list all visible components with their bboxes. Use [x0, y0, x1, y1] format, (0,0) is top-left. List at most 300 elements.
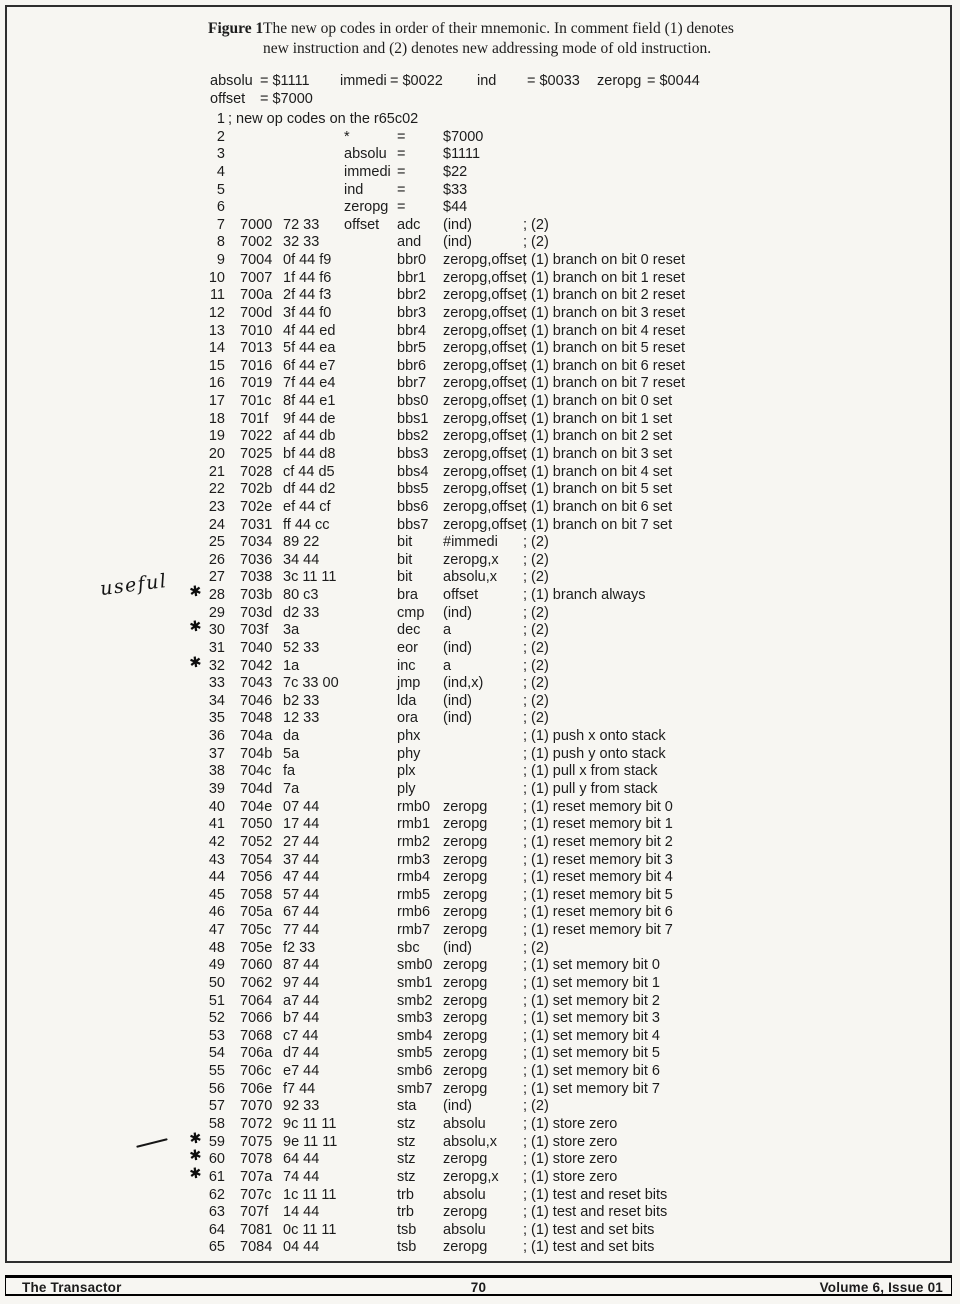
line-number: 2 [216, 128, 225, 145]
mnemonic: smb3 [397, 1010, 433, 1027]
address: 700d [240, 304, 273, 321]
comment: ; (1) push y onto stack [523, 745, 666, 762]
label: offset [344, 216, 380, 233]
footer-page-number: 70 [470, 1280, 487, 1295]
figure-caption-line1: The new op codes in order of their mnemonic. In comment field (1) denotes [263, 20, 734, 37]
line-number: 42 [208, 833, 225, 850]
operand: zeropg [443, 974, 488, 991]
mnemonic: rmb2 [397, 833, 431, 850]
assembly-listing [0, 111, 960, 1261]
symbol-name: offset [210, 91, 246, 107]
mnemonic: rmb4 [397, 869, 431, 886]
comment: ; (1) branch on bit 3 set [523, 446, 673, 462]
object-bytes: 1c 11 11 [283, 1186, 337, 1203]
mnemonic: rmb3 [397, 851, 431, 868]
mnemonic: = [397, 128, 406, 145]
mnemonic: bit [397, 534, 413, 551]
address: 7048 [240, 710, 273, 727]
mnemonic: = [397, 181, 406, 198]
listing-line [0, 129, 960, 147]
address: 7004 [240, 252, 273, 269]
listing-line [0, 799, 960, 817]
line-number: 25 [208, 534, 225, 551]
mnemonic: phy [397, 745, 421, 762]
mnemonic: adc [397, 216, 421, 233]
mnemonic: ply [397, 781, 416, 798]
comment: ; (1) store zero [523, 1133, 618, 1150]
operand: zeropg [443, 833, 488, 850]
line-number: 62 [208, 1186, 225, 1203]
mnemonic: bit [397, 551, 413, 568]
listing-line [0, 252, 960, 270]
object-bytes: 47 44 [283, 869, 320, 886]
listing-line [0, 693, 960, 711]
address: 705c [240, 922, 272, 939]
line-number: 49 [208, 957, 225, 974]
symbol-name: absolu [210, 73, 253, 89]
comment: ; (1) reset memory bit 5 [523, 886, 673, 903]
address: 7016 [240, 357, 273, 374]
label: zeropg [344, 199, 389, 216]
operand: zeropg,offset [443, 516, 527, 533]
object-bytes: 07 44 [283, 798, 320, 815]
line-number: 16 [208, 375, 225, 392]
operand: zeropg,offset [443, 375, 527, 392]
operand: absolu [443, 1116, 486, 1133]
mnemonic: jmp [397, 675, 421, 692]
object-bytes: 67 44 [283, 904, 320, 921]
line-number: 20 [208, 446, 225, 462]
address: 7056 [240, 869, 273, 886]
address: 704d [240, 781, 273, 798]
mnemonic: trb [397, 1186, 414, 1203]
comment: ; (1) set memory bit 7 [523, 1080, 660, 1097]
listing-line [0, 1098, 960, 1116]
listing-line [0, 922, 960, 940]
mnemonic: ora [397, 710, 418, 727]
line-number: 48 [208, 939, 225, 956]
address: 7040 [240, 639, 273, 656]
mnemonic: sbc [397, 939, 420, 956]
line-number: 60 [208, 1151, 225, 1168]
mnemonic: inc [397, 657, 416, 674]
line-number: 6 [216, 199, 225, 216]
comment: ; (1) test and reset bits [523, 1204, 668, 1221]
line-number: 51 [208, 992, 225, 1009]
line-number: 47 [208, 922, 225, 939]
operand: zeropg,offset [443, 481, 527, 498]
mnemonic: rmb7 [397, 922, 431, 939]
symbol-name: immedi [340, 73, 387, 89]
comment: ; (1) set memory bit 4 [523, 1027, 660, 1044]
handwritten-star-icon: ✱ [188, 1147, 203, 1166]
line-number: 22 [208, 481, 225, 498]
address: 707f [240, 1204, 269, 1221]
footer-magazine-title: The Transactor [22, 1280, 122, 1295]
comment: ; (1) branch on bit 0 reset [523, 252, 685, 269]
mnemonic: phx [397, 728, 421, 745]
comment: ; (1) branch on bit 6 reset [523, 357, 685, 374]
symbol-table-row1 [0, 73, 960, 91]
line-number: 31 [208, 639, 225, 656]
address: 7036 [240, 551, 273, 568]
listing-line [0, 728, 960, 746]
mnemonic: sta [397, 1098, 417, 1115]
object-bytes: 7c 33 00 [283, 675, 339, 692]
comment: ; (2) [523, 622, 549, 639]
address: 7028 [240, 463, 273, 480]
line-number: 40 [208, 798, 225, 815]
address: 704e [240, 798, 273, 815]
line-number: 44 [208, 869, 225, 886]
listing-line [0, 887, 960, 905]
listing-line [0, 957, 960, 975]
listing-line [0, 852, 960, 870]
address: 704a [240, 728, 273, 745]
line-number: 18 [208, 410, 225, 427]
address: 706a [240, 1045, 273, 1062]
comment: ; (1) set memory bit 3 [523, 1010, 660, 1027]
operand: zeropg,offset [443, 287, 527, 304]
mnemonic: bra [397, 587, 418, 604]
mnemonic: bbs2 [397, 428, 429, 445]
listing-line [0, 710, 960, 728]
mnemonic: smb0 [397, 957, 433, 974]
object-bytes: 5a [283, 745, 300, 762]
line-number: 46 [208, 904, 225, 921]
object-bytes: ef 44 cf [283, 498, 331, 515]
operand: zeropg,offset [443, 410, 527, 427]
mnemonic: = [397, 199, 406, 216]
line-number: 24 [208, 516, 225, 533]
line-number: 59 [208, 1133, 225, 1150]
address: 7022 [240, 428, 273, 445]
address: 703d [240, 604, 273, 621]
operand: $22 [443, 163, 468, 180]
comment: ; (2) [523, 569, 549, 586]
comment: ; (2) [523, 692, 549, 709]
line-number: 38 [208, 763, 225, 780]
operand: zeropg,offset [443, 357, 527, 374]
listing-line [0, 182, 960, 200]
listing-line [0, 534, 960, 552]
address: 700a [240, 287, 273, 304]
object-bytes: 3c 11 11 [283, 569, 337, 586]
listing-line [0, 1129, 960, 1152]
mnemonic: tsb [397, 1221, 417, 1238]
line-number: 11 [209, 287, 225, 304]
mnemonic: bit [397, 569, 413, 586]
object-bytes: 80 c3 [283, 587, 319, 604]
mnemonic: bbs6 [397, 498, 429, 515]
comment: ; (2) [523, 657, 549, 674]
footer-bar [5, 1275, 952, 1296]
operand: $7000 [443, 128, 484, 145]
mnemonic: bbr1 [397, 269, 427, 286]
object-bytes: 37 44 [283, 851, 320, 868]
operand: zeropg,offset [443, 304, 527, 321]
address: 7070 [240, 1098, 273, 1115]
comment: ; (1) set memory bit 5 [523, 1045, 660, 1062]
line-number: 29 [208, 604, 225, 621]
operand: (ind) [443, 216, 473, 233]
object-bytes: 74 44 [283, 1168, 320, 1185]
listing-line [0, 569, 960, 587]
line-number: 15 [208, 357, 225, 374]
line-number: 19 [208, 428, 225, 445]
object-bytes: 5f 44 ea [283, 340, 336, 357]
mnemonic: bbs7 [397, 516, 429, 533]
line-number: 10 [208, 269, 225, 286]
listing-line [0, 940, 960, 958]
operand: (ind) [443, 1098, 473, 1115]
listing-line [0, 481, 960, 499]
comment: ; (1) branch on bit 2 set [523, 428, 673, 445]
operand: zeropg,offset [443, 393, 527, 410]
line-number: 27 [208, 569, 225, 586]
comment: ; (1) test and reset bits [523, 1186, 668, 1203]
object-bytes: f2 33 [283, 939, 316, 956]
listing-line [0, 323, 960, 341]
address: 703f [240, 622, 269, 639]
object-bytes: bf 44 d8 [283, 446, 336, 462]
listing-line [0, 993, 960, 1011]
object-bytes: 2f 44 f3 [283, 287, 332, 304]
comment: ; (1) branch always [523, 587, 646, 604]
mnemonic: = [397, 146, 406, 163]
comment: ; (2) [523, 675, 549, 692]
operand: (ind) [443, 939, 473, 956]
operand: zeropg [443, 1027, 488, 1044]
symbol-table-row2 [0, 91, 960, 109]
line-number: 41 [208, 816, 225, 833]
address: 7002 [240, 234, 273, 251]
line-number: 58 [208, 1116, 225, 1133]
object-bytes: 32 33 [283, 234, 320, 251]
mnemonic: bbr0 [397, 252, 427, 269]
operand: zeropg [443, 1063, 488, 1080]
line-number: 23 [208, 498, 225, 515]
address: 7031 [240, 516, 273, 533]
address: 7050 [240, 816, 273, 833]
listing-line [0, 375, 960, 393]
line-number: 34 [208, 692, 225, 709]
listing-line [0, 781, 960, 799]
line-number: 43 [208, 851, 225, 868]
object-bytes: ff 44 cc [283, 516, 330, 533]
comment: ; (1) store zero [523, 1151, 618, 1168]
line-number: 63 [208, 1204, 225, 1221]
operand: zeropg [443, 869, 488, 886]
listing-line [0, 618, 960, 640]
comment: ; (2) [523, 639, 549, 656]
listing-line [0, 164, 960, 182]
operand: zeropg [443, 992, 488, 1009]
comment: ; (2) [523, 1098, 549, 1115]
operand: zeropg [443, 1010, 488, 1027]
listing-line [0, 464, 960, 482]
address: 707c [240, 1186, 272, 1203]
object-bytes: d7 44 [283, 1045, 320, 1062]
address: 7007 [240, 269, 273, 286]
listing-line [0, 358, 960, 376]
figure-label: Figure 1 [208, 20, 264, 37]
listing-line [0, 975, 960, 993]
operand: zeropg,offset [443, 446, 527, 462]
line-number: 55 [208, 1063, 225, 1080]
comment: ; (1) branch on bit 1 reset [523, 269, 685, 286]
operand: zeropg [443, 1045, 488, 1062]
line-number: 13 [208, 322, 225, 339]
operand: zeropg [443, 816, 488, 833]
operand: zeropg [443, 922, 488, 939]
handwritten-star-icon: ✱ [188, 1165, 203, 1183]
listing-line [0, 552, 960, 570]
mnemonic: rmb0 [397, 798, 431, 815]
listing-line [0, 1187, 960, 1205]
object-bytes: 7a [283, 781, 300, 798]
comment: ; (1) branch on bit 0 set [523, 393, 673, 410]
object-bytes: 0c 11 11 [283, 1221, 337, 1238]
operand: zeropg,offset [443, 340, 527, 357]
operand: zeropg,offset [443, 428, 527, 445]
line-number: 3 [216, 146, 225, 163]
operand: zeropg [443, 904, 488, 921]
address: 7000 [240, 216, 273, 233]
operand: zeropg [443, 957, 488, 974]
mnemonic: bbs5 [397, 481, 429, 498]
mnemonic: bbr3 [397, 304, 427, 321]
comment: ; (1) reset memory bit 7 [523, 922, 673, 939]
comment: ; (1) store zero [523, 1116, 618, 1133]
mnemonic: bbr5 [397, 340, 427, 357]
comment: ; (1) branch on bit 4 reset [523, 322, 685, 339]
listing-line [0, 605, 960, 623]
operand: (ind) [443, 692, 473, 709]
object-bytes: 9c 11 11 [283, 1116, 337, 1133]
line-number: 45 [208, 886, 225, 903]
comment: ; (1) branch on bit 6 set [523, 498, 673, 515]
comment: ; (1) test and set bits [523, 1221, 655, 1238]
object-bytes: 14 44 [283, 1204, 320, 1221]
mnemonic: bbr7 [397, 375, 427, 392]
listing-line [0, 816, 960, 834]
address: 7075 [240, 1133, 273, 1150]
mnemonic: = [397, 163, 406, 180]
line-number: 57 [208, 1098, 225, 1115]
line-number: 12 [208, 304, 225, 321]
object-bytes: a7 44 [283, 992, 320, 1009]
object-bytes: f7 44 [283, 1080, 316, 1097]
mnemonic: tsb [397, 1239, 417, 1256]
comment: ; (1) push x onto stack [523, 728, 666, 745]
operand: zeropg,offset [443, 269, 527, 286]
address: 7038 [240, 569, 273, 586]
listing-line [0, 270, 960, 288]
comment: ; (1) reset memory bit 4 [523, 869, 673, 886]
object-bytes: 72 33 [283, 216, 320, 233]
listing-line [0, 1222, 960, 1240]
mnemonic: cmp [397, 604, 425, 621]
operand: (ind) [443, 604, 473, 621]
mnemonic: rmb1 [397, 816, 431, 833]
address: 7066 [240, 1010, 273, 1027]
object-bytes: c7 44 [283, 1027, 319, 1044]
mnemonic: and [397, 234, 422, 251]
address: 7062 [240, 974, 273, 991]
operand: zeropg [443, 851, 488, 868]
listing-line [0, 869, 960, 887]
object-bytes: 3f 44 f0 [283, 304, 332, 321]
mnemonic: dec [397, 622, 421, 639]
line-number: 36 [208, 728, 225, 745]
object-bytes: cf 44 d5 [283, 463, 335, 480]
listing-line [0, 199, 960, 217]
listing-line [0, 763, 960, 781]
address: 701f [240, 410, 269, 427]
line-number: 9 [216, 252, 225, 269]
operand: zeropg [443, 886, 488, 903]
listing-line [0, 1028, 960, 1046]
listing-line [0, 393, 960, 411]
listing-line [0, 446, 960, 464]
address: 7084 [240, 1239, 273, 1256]
address: 702e [240, 498, 273, 515]
object-bytes: 4f 44 ed [283, 322, 336, 339]
line-number: 64 [208, 1221, 225, 1238]
operand: #immedi [443, 534, 498, 551]
mnemonic: stz [397, 1151, 416, 1168]
object-bytes: af 44 db [283, 428, 336, 445]
operand: zeropg [443, 1080, 488, 1097]
address: 7064 [240, 992, 273, 1009]
line-number: 65 [208, 1239, 225, 1256]
footer-volume-issue: Volume 6, Issue 01 [819, 1280, 943, 1295]
listing-line [0, 640, 960, 658]
object-bytes: df 44 d2 [283, 481, 336, 498]
mnemonic: bbr4 [397, 322, 427, 339]
listing-line [0, 1045, 960, 1063]
comment: ; (1) pull x from stack [523, 763, 658, 780]
object-bytes: 1a [283, 657, 300, 674]
listing-line [0, 1239, 960, 1257]
line-number: 37 [208, 745, 225, 762]
line-number: 53 [208, 1027, 225, 1044]
listing-line [0, 234, 960, 252]
handwritten-star-icon: ✱ [188, 653, 203, 672]
symbol-equate: offset = $7000 [210, 91, 313, 107]
object-bytes: 9e 11 11 [283, 1133, 338, 1150]
symbol-equate: immedi = $0022 [340, 73, 443, 89]
operand: zeropg,offset [443, 322, 527, 339]
listing-line [0, 1204, 960, 1222]
line-number: 17 [208, 393, 225, 410]
address: 705a [240, 904, 273, 921]
mnemonic: stz [397, 1116, 416, 1133]
line-number: 39 [208, 781, 225, 798]
object-bytes: e7 44 [283, 1063, 320, 1080]
mnemonic: trb [397, 1204, 414, 1221]
symbol-equate: absolu = $1111 [210, 73, 310, 89]
symbol-equate: ind = $0033 [477, 73, 580, 89]
mnemonic: bbr2 [397, 287, 427, 304]
comment-text: ; new op codes on the r65c02 [228, 111, 419, 127]
operand: (ind) [443, 639, 473, 656]
address: 7078 [240, 1151, 273, 1168]
object-bytes: da [283, 728, 300, 745]
address: 7072 [240, 1116, 273, 1133]
listing-line [0, 1116, 960, 1134]
